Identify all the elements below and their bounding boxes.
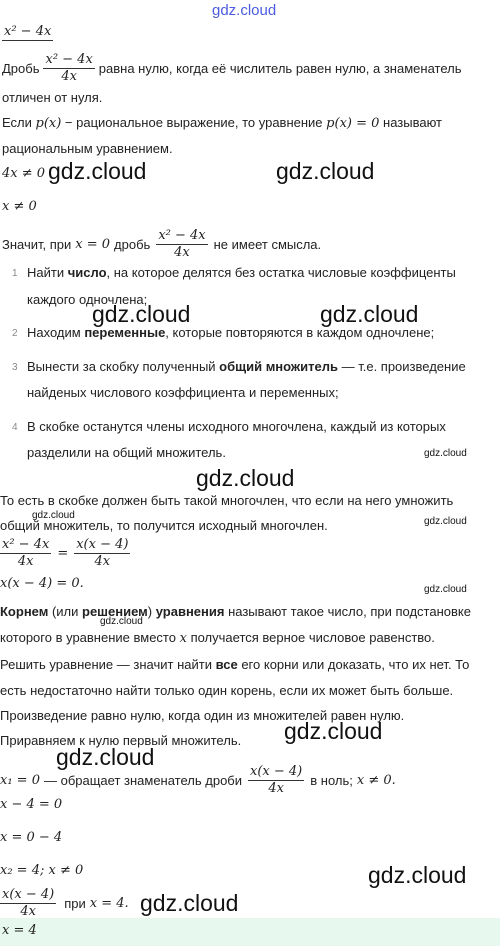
math-factored-eq: x(x − 4) = 0. [0, 576, 84, 591]
text-drob: Дробь [2, 60, 40, 76]
text: называют такое число, при подстановке [224, 604, 471, 619]
frac-numerator: x(x − 4) [250, 763, 303, 779]
step-bold: общий множитель [219, 359, 338, 374]
text-pri: при [64, 895, 86, 911]
text-znachit: Значит, при [2, 236, 72, 252]
math-x-neq-0: x ≠ 0 [2, 199, 37, 214]
watermark: gdz.cloud [424, 516, 467, 527]
math-px-eq-0: p(x) = 0 [326, 116, 380, 131]
math-x1: x₁ = 0 [0, 772, 40, 788]
math-px: p(x) [35, 116, 62, 131]
fraction-left [0, 537, 51, 570]
text-rational-eq: рациональным уравнением. [2, 141, 173, 156]
math-x-neq-0: x ≠ 0. [356, 772, 396, 788]
fraction-equation [0, 537, 130, 570]
text-esli: Если [2, 115, 32, 130]
watermark: gdz.cloud [140, 890, 239, 916]
watermark: gdz.cloud [320, 301, 419, 327]
step-text: , которые повторяются в каждом одночлене; [165, 325, 435, 340]
root-def-line-2 [0, 630, 435, 646]
frac-numerator: x² − 4x [45, 51, 93, 67]
no-sense-line [2, 224, 321, 264]
frac-denominator: 4x [174, 244, 190, 260]
rational-def-line: Если p(x) − рациональное выражение, то уравнение p(x) = 0 называют [2, 115, 443, 131]
frac-denominator: 4x [94, 554, 111, 569]
step-number: 3 [12, 362, 18, 373]
step-item-3 [27, 355, 466, 379]
step-item-4: В скобке останутся члены исходного многочлена, каждый из которых [27, 419, 446, 434]
math-x-minus-4: x − 4 = 0 [0, 797, 63, 812]
text-no-sense: не имеет смысла. [213, 236, 322, 252]
step-text: Вынести за скобку полученный [27, 359, 220, 374]
watermark: gdz.cloud [284, 718, 383, 744]
text-zero-cond2: отличен от нуля. [2, 90, 103, 105]
step-item-1 [27, 261, 456, 285]
bold-term: Корнем [0, 604, 49, 619]
watermark: gdz.cloud [196, 465, 295, 491]
zero-condition-line [2, 48, 461, 88]
watermark: gdz.cloud [368, 862, 467, 888]
check-line [0, 883, 129, 923]
frac-denominator: 4x [20, 903, 36, 919]
watermark: gdz.cloud [48, 158, 147, 184]
step-text: , на которое делятся без остатка числовые коэффиценты [106, 265, 456, 280]
text: которого в уравнение вместо [0, 630, 176, 645]
watermark: gdz.cloud [32, 510, 75, 521]
watermark: gdz.cloud [276, 158, 375, 184]
watermark: gdz.cloud [92, 301, 191, 327]
fraction-inline [43, 52, 94, 85]
math-x-eq-4-dot: x = 4. [89, 895, 129, 911]
equals-sign: = [57, 546, 69, 561]
answer-value: x = 4 [2, 923, 37, 938]
step-number: 2 [12, 328, 18, 339]
math-x: x [179, 631, 187, 646]
fraction-inline [156, 228, 207, 261]
text-first-factor: Приравняем к нулю первый множитель. [0, 733, 242, 748]
watermark: gdz.cloud [424, 584, 467, 595]
x1-line [0, 760, 396, 800]
frac-denominator: 4x [268, 780, 284, 796]
math-x-eq-0-minus-4: x = 0 − 4 [0, 830, 63, 845]
frac-numerator: x(x − 4) [76, 537, 129, 552]
text: ) [147, 604, 156, 619]
step-item-1-cont: каждого одночлена; [27, 292, 148, 307]
watermark: gdz.cloud [424, 448, 467, 459]
text: Решить уравнение — значит найти [0, 657, 216, 672]
math-x-eq-0: x = 0 [75, 236, 111, 252]
watermark: gdz.cloud [56, 744, 155, 770]
step-item-2 [27, 321, 434, 345]
text-v-nol: в ноль; [310, 772, 353, 788]
fraction-inline [248, 764, 304, 797]
text-zero-cond: равна нулю, когда её числитель равен нулю, а знаменатель [98, 60, 462, 76]
step-bold: переменные [84, 325, 166, 340]
text-obraschaet: — обращает знаменатель дроби [43, 772, 243, 788]
step-bold: число [67, 265, 107, 280]
frac-numerator: x(x − 4) [2, 886, 55, 902]
frac-denominator: 4x [17, 554, 34, 569]
text-solve-d: есть недостаточно найти только один корень, если их может быть больше. [0, 683, 454, 698]
step-text: Найти [27, 265, 68, 280]
solve-line [0, 657, 469, 672]
text-drob-lc: дробь [114, 236, 151, 252]
bold-term: уравнения [155, 604, 225, 619]
frac-numerator: x² − 4x [158, 227, 206, 243]
text: (или [48, 604, 83, 619]
text-nazyvayut: называют [383, 115, 443, 130]
fraction-inline [0, 887, 56, 920]
math-4x-neq-0: 4x ≠ 0 [2, 166, 46, 181]
step-item-3-cont: найденых числового коэффициента и переменных; [27, 385, 339, 400]
math-x2: x₂ = 4; x ≠ 0 [0, 863, 84, 878]
step-text: — т.е. произведение [337, 359, 466, 374]
step-text: Находим [27, 325, 85, 340]
bold-term: решением [82, 604, 148, 619]
answer-bar [0, 918, 500, 946]
watermark: gdz.cloud [100, 616, 143, 627]
root-def-line [0, 604, 471, 619]
frac-numerator: x² − 4x [2, 537, 50, 552]
text-product-zero: Произведение равно нулю, когда один из множителей равен нулю. [0, 708, 405, 723]
step-item-4-cont: разделили на общий множитель. [27, 445, 226, 460]
step-number: 4 [12, 422, 18, 433]
text: получается верное числовое равенство. [190, 630, 435, 645]
top-watermark: gdz.cloud [212, 2, 277, 19]
frac-denominator: 4x [61, 68, 77, 84]
fraction-right [74, 537, 130, 570]
bold-term: все [215, 657, 238, 672]
frac-numerator: x² − 4x [4, 24, 52, 39]
text-rational-mid: рациональное выражение, то уравнение [76, 115, 323, 130]
text-para-b: общий множитель, то получится исходный многочлен. [0, 518, 328, 533]
text: его корни или доказать, что их нет. То [237, 657, 470, 672]
text-para-a: То есть в скобке должен быть такой многочлен, что если на него умножить [0, 493, 454, 508]
step-number: 1 [12, 268, 18, 279]
